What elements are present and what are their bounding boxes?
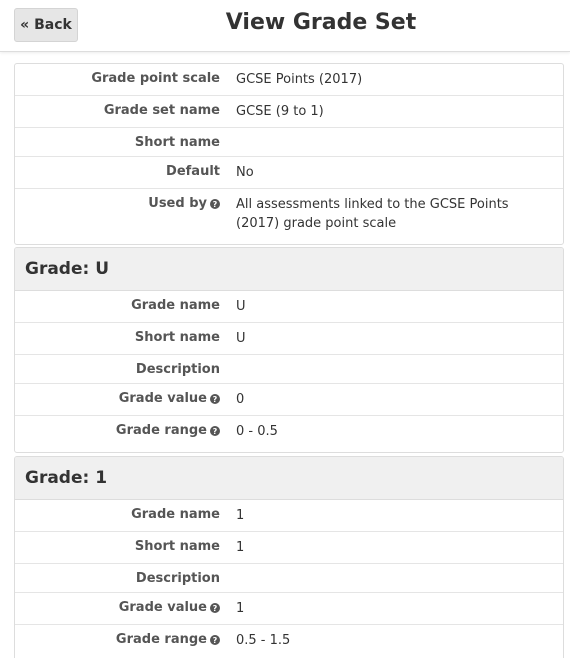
field-value	[236, 128, 563, 156]
field-value: 0 - 0.5	[236, 424, 278, 439]
help-icon[interactable]: ?	[210, 635, 220, 645]
field-label: Grade point scale	[91, 71, 220, 86]
help-icon[interactable]: ?	[210, 394, 220, 404]
back-button[interactable]: « Back	[14, 8, 78, 42]
field-label: Grade name	[131, 298, 220, 313]
field-value: GCSE Points (2017)	[236, 72, 363, 87]
field-label: Default	[166, 164, 220, 179]
field-label-with-help	[15, 593, 220, 624]
field-value: U	[236, 331, 246, 346]
grade-row-range	[15, 416, 563, 452]
field-value: All assessments linked to the GCSE Points (2017) grade point scale	[236, 197, 509, 231]
grade-row-short-name	[15, 323, 563, 355]
page-header	[0, 0, 570, 52]
field-label-text: Grade range	[115, 423, 207, 438]
field-label-with-help	[15, 625, 220, 658]
help-icon[interactable]: ?	[210, 426, 220, 436]
field-label: Short name	[134, 330, 220, 345]
summary-row-short-name	[15, 128, 563, 157]
field-value: GCSE (9 to 1)	[236, 104, 324, 119]
field-label: Description	[135, 362, 220, 377]
field-label-text: Grade value	[118, 391, 207, 406]
grade-body	[15, 291, 563, 452]
field-label: Short name	[134, 135, 220, 150]
field-value: 1	[236, 508, 245, 523]
field-value: No	[236, 165, 254, 180]
grade-row-name	[15, 500, 563, 532]
summary-row-grade-set-name	[15, 96, 563, 128]
field-label: Short name	[134, 539, 220, 554]
summary-row-grade-point-scale	[15, 64, 563, 96]
grade-set-summary-panel	[14, 63, 564, 245]
help-icon[interactable]: ?	[210, 603, 220, 613]
help-icon[interactable]: ?	[210, 199, 220, 209]
field-label-with-help	[15, 189, 220, 244]
field-label-text: Grade value	[118, 600, 207, 615]
field-label-with-help	[15, 416, 220, 452]
grade-row-name	[15, 291, 563, 323]
grade-panel-1	[14, 456, 564, 658]
grade-heading: Grade: 1	[15, 457, 563, 500]
field-value: U	[236, 299, 246, 314]
field-label: Grade name	[131, 507, 220, 522]
summary-row-default	[15, 157, 563, 189]
field-value	[236, 564, 563, 592]
grade-heading: Grade: U	[15, 248, 563, 291]
field-value: 1	[236, 601, 245, 616]
field-value: 0.5 - 1.5	[236, 633, 291, 648]
grade-row-short-name	[15, 532, 563, 564]
grade-row-value	[15, 384, 563, 416]
field-value: 0	[236, 392, 245, 407]
grade-row-range	[15, 625, 563, 658]
page-title: View Grade Set	[225, 10, 417, 35]
grade-row-description	[15, 564, 563, 593]
grade-row-value	[15, 593, 563, 625]
field-value: 1	[236, 540, 245, 555]
grade-row-description	[15, 355, 563, 384]
summary-row-used-by	[15, 189, 563, 244]
summary-body	[15, 64, 563, 244]
grade-body	[15, 500, 563, 658]
field-label-text: Used by	[148, 196, 207, 211]
field-label-text: Grade range	[115, 632, 207, 647]
field-value	[236, 355, 563, 383]
field-label-with-help	[15, 384, 220, 415]
grade-panel-u	[14, 247, 564, 453]
field-label: Grade set name	[103, 103, 220, 118]
field-label: Description	[135, 571, 220, 586]
